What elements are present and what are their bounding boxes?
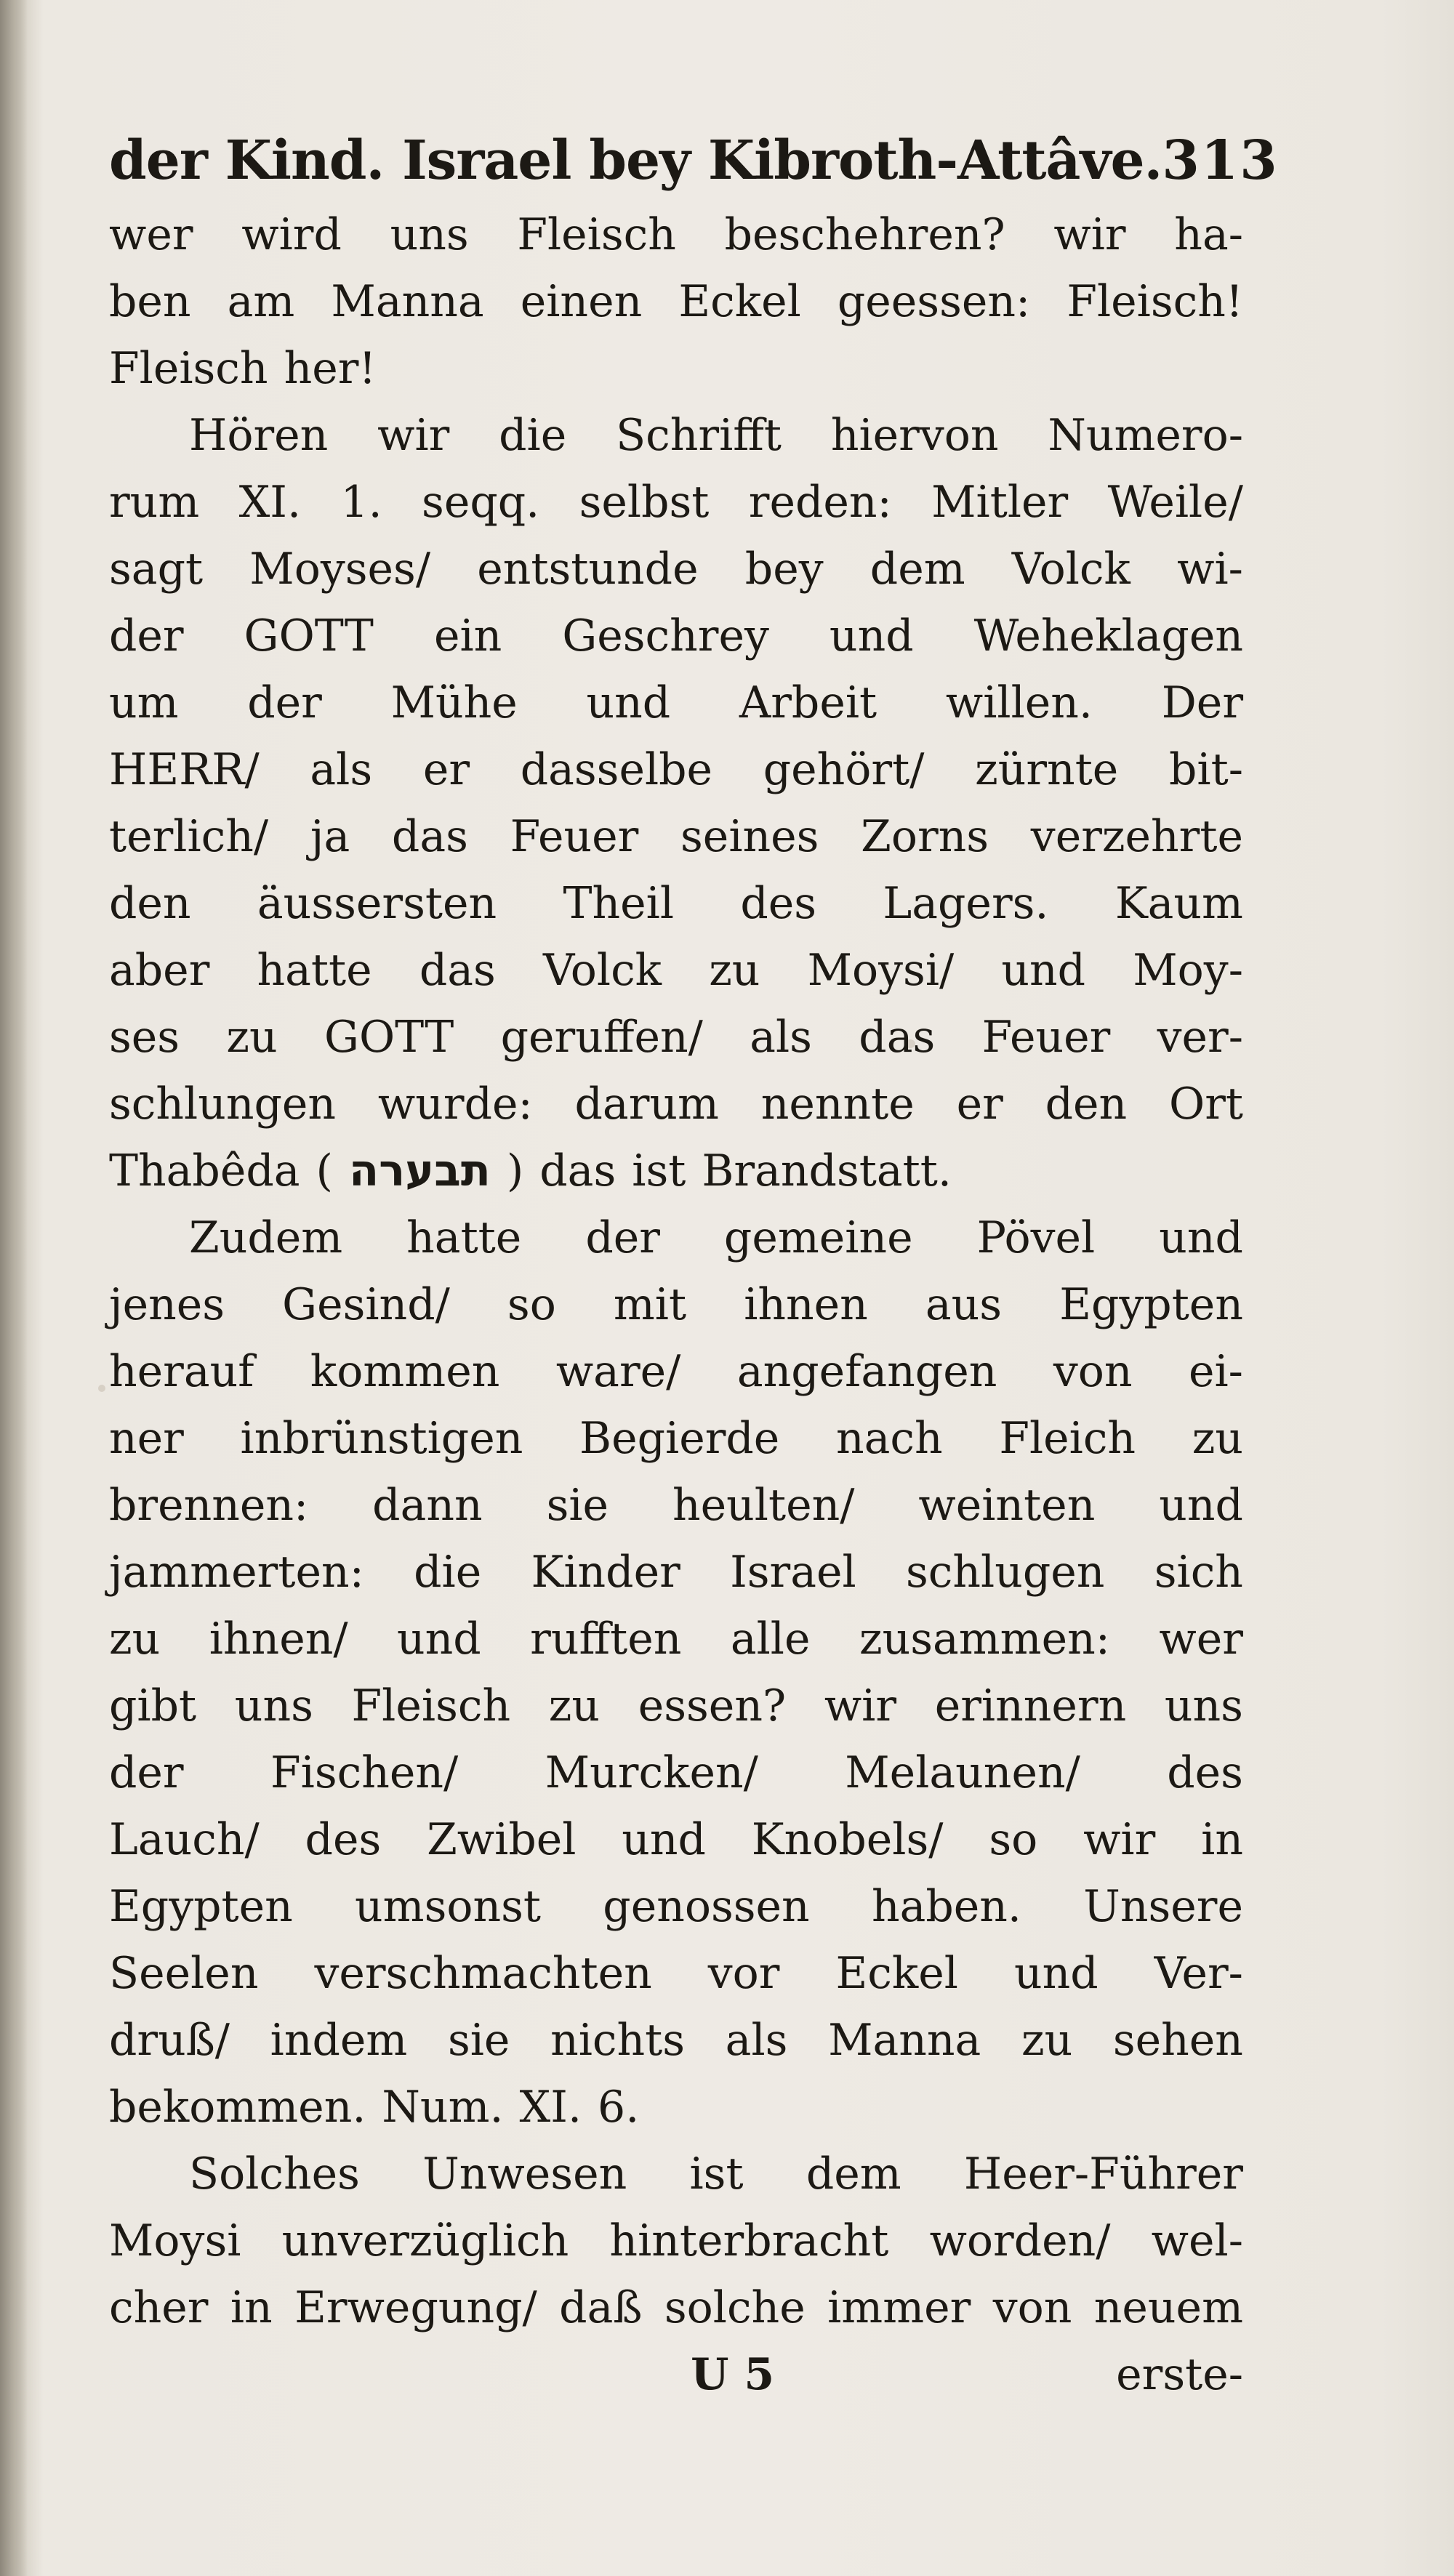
word: jenes [109,1279,225,1330]
text-line [109,2074,1243,2141]
word: uns [1164,1681,1243,1731]
word: der [109,1747,184,1798]
word: gemeine [723,1212,913,1263]
word: mit [613,1279,687,1330]
word: rum [109,477,200,528]
word: erinnern [934,1681,1127,1731]
word: Ver- [1154,1948,1243,1999]
word: und [829,611,914,661]
word: in [1201,1814,1243,1865]
word: uns [234,1681,313,1731]
word: sagt [109,544,204,595]
word: Kaum [1114,878,1243,929]
word: geessen: [837,276,1031,327]
word: ein [433,611,502,661]
catchword: erste- [1116,2349,1243,2400]
catchline [109,2341,1243,2408]
word: und [1013,1948,1098,1999]
text-line [109,803,1243,870]
text-line [109,201,1243,268]
word: wer [1159,1614,1243,1665]
word: der [109,611,184,661]
word: Zwibel [427,1814,577,1865]
word: zu [709,945,760,996]
word: des [305,1814,382,1865]
text-line [109,1539,1243,1606]
word: Fleisch [109,343,268,394]
word: Mühe [390,677,518,728]
word: wir [377,410,450,461]
word: Manna [828,2015,981,2066]
word: wird [241,209,342,260]
text-line [109,1004,1243,1071]
word: in [230,2282,273,2333]
page-header [109,120,1279,201]
text-line [109,603,1243,669]
word: verschmachten [314,1948,652,1999]
word: von [992,2282,1072,2333]
word: Zudem [189,1212,343,1263]
word: zu [1192,1413,1243,1464]
word: zu [109,1614,161,1665]
word: ihnen/ [209,1614,348,1665]
page-gutter-shadow [0,0,28,2576]
word: Moysi [109,2215,241,2266]
word: Volck [542,945,662,996]
text-line [109,669,1243,736]
word: Arbeit [739,677,877,728]
text-line [109,2274,1243,2341]
text-line [109,469,1243,536]
word: nichts [550,2015,686,2066]
word: 1. [340,477,382,528]
word: XI. [519,2082,582,2133]
text-line [109,1940,1243,2007]
word: zu [1021,2015,1073,2066]
word: hinterbracht [609,2215,889,2266]
word: willen. [945,677,1093,728]
word: Numero- [1048,410,1243,461]
word: gehört/ [763,744,925,795]
text-line [109,736,1243,803]
word: bit- [1168,744,1243,795]
text-line [109,1071,1243,1138]
word: wi- [1177,544,1243,595]
word: Fleisch [517,209,676,260]
word: zürnte [975,744,1119,795]
word: inbrünstigen [240,1413,523,1464]
word: kommen [310,1346,500,1397]
word: den [1045,1079,1128,1130]
word: Theil [563,878,675,929]
word: Knobels/ [751,1814,944,1865]
word: er [956,1079,1003,1130]
word: einen [520,276,643,327]
word: Eckel [835,1948,958,1999]
word: haben. [871,1881,1021,1932]
word: Erwegung/ [294,2282,537,2333]
word: herauf [109,1346,254,1397]
word: rufften [530,1614,682,1665]
text-line [109,870,1243,937]
word: geruffen/ [500,1012,703,1063]
word: weinten [918,1480,1096,1531]
text-line [109,1405,1243,1472]
word: umsonst [355,1881,542,1932]
word: des [1167,1747,1243,1798]
word: schlugen [906,1547,1105,1598]
word: bey [744,544,824,595]
word: Unsere [1083,1881,1243,1932]
word: am [227,276,295,327]
word: selbst [579,477,710,528]
word: Geschrey [562,611,769,661]
text-line [109,2141,1243,2207]
word: und [1159,1480,1243,1531]
word: Seelen [109,1948,259,1999]
text-line [109,1673,1243,1739]
word: verzehrte [1030,811,1243,862]
word: uns [390,209,469,260]
word: und [397,1614,481,1665]
word: ner [109,1413,184,1464]
text-line [109,1204,1243,1271]
word: seqq. [422,477,540,528]
word: jammerten: [109,1547,364,1598]
word: bekommen. [109,2082,366,2133]
word: Weheklagen [973,611,1243,661]
word: Pövel [976,1212,1096,1263]
word: immer [827,2282,971,2333]
word: neuem [1093,2282,1243,2333]
text-line [109,1271,1243,1338]
text-line [109,1472,1243,1539]
word: Schrifft [616,410,782,461]
word: GOTT [324,1012,454,1063]
word: zu [226,1012,278,1063]
word: hiervon [830,410,999,461]
word: darum [574,1079,719,1130]
word: seines [680,811,819,862]
word: GOTT [244,611,374,661]
word: Egypten [1059,1279,1243,1330]
word: Fleisch [351,1681,511,1731]
word: die [414,1547,482,1598]
word: Solches [189,2149,360,2199]
word: Lauch/ [109,1814,260,1865]
word: Moyses/ [249,544,431,595]
word: Kinder [531,1547,680,1598]
text-line [109,2207,1243,2274]
word: um [109,677,179,728]
word: nennte [760,1079,915,1130]
word: wer [109,209,193,260]
word: Ort [1169,1079,1243,1130]
word: beschehren? [724,209,1005,260]
word: Begierde [579,1413,780,1464]
paper-stain [98,1385,105,1392]
text-line [109,268,1243,335]
word: und [586,677,671,728]
word: indem [270,2015,408,2066]
word: als [750,1012,812,1063]
text-line [109,402,1243,469]
word: solche [664,2282,806,2333]
word: entstunde [477,544,699,595]
word: Mitler [931,477,1069,528]
word: ist [689,2149,744,2199]
word: von [1053,1346,1133,1397]
word: hatte [406,1212,522,1263]
page-number: 313 [1162,129,1279,192]
word: Eckel [678,276,801,327]
word: ei- [1188,1346,1243,1397]
word: Feuer [510,811,639,862]
word: dann [372,1480,483,1531]
text-line [109,1806,1243,1873]
word: Melaunen/ [845,1747,1080,1798]
text-line [109,1338,1243,1405]
word: ) [506,1146,524,1196]
hebrew-word: תבערה [348,1146,491,1196]
word: ver- [1157,1012,1243,1063]
word: sehen [1112,2015,1243,2066]
word: aber [109,945,210,996]
word: ist [632,1146,686,1196]
word: druß/ [109,2015,230,2066]
word: wir [1053,209,1126,260]
word: Hören [189,410,329,461]
word: ha- [1174,209,1243,260]
word: worden/ [929,2215,1111,2266]
word: und [1159,1212,1243,1263]
word: Weile/ [1107,477,1243,528]
word: genossen [603,1881,810,1932]
word: dem [869,544,965,595]
word: Fischen/ [270,1747,459,1798]
word: vor [707,1948,780,1999]
word: hatte [257,945,372,996]
word: XI. [238,477,302,528]
word: das [859,1012,936,1063]
word: ses [109,1012,180,1063]
word: gibt [109,1681,197,1731]
running-head: der Kind. Israel bey Kibroth-Attâve. [109,129,1162,192]
word: Israel [730,1547,856,1598]
word: Lagers. [883,878,1049,929]
word: und [622,1814,706,1865]
word: zu [548,1681,601,1731]
word: Fleich [999,1413,1136,1464]
word: essen? [638,1681,787,1731]
word: daß [559,2282,643,2333]
word: wir [824,1681,897,1731]
word: als [725,2015,788,2066]
word: ware/ [555,1346,681,1397]
word: des [740,878,817,929]
word: Moy- [1133,945,1243,996]
word: wurde: [377,1079,533,1130]
word: so [507,1279,556,1330]
word: Feuer [981,1012,1111,1063]
word: reden: [748,477,892,528]
text-line [109,2007,1243,2074]
word: ja [310,811,350,862]
word: und [1001,945,1086,996]
word: Fleisch! [1067,276,1243,327]
word: angefangen [736,1346,997,1397]
word: dem [806,2149,901,2199]
word: terlich/ [109,811,269,862]
word: HERR/ [109,744,260,795]
word: nach [835,1413,943,1464]
word: Egypten [109,1881,293,1932]
body-text [109,201,1243,2341]
word: Heer-Führer [963,2149,1243,2199]
word: Manna [331,276,484,327]
word: Unwesen [422,2149,627,2199]
word: cher [109,2282,209,2333]
word: schlungen [109,1079,337,1130]
word: 6. [598,2082,640,2133]
word: aus [925,1279,1003,1330]
word: als [310,744,373,795]
word: ( [316,1146,333,1196]
word: Thabêda [109,1146,300,1196]
word: er [422,744,470,795]
word: Gesind/ [282,1279,450,1330]
word: alle [730,1614,811,1665]
word: zusammen: [859,1614,1110,1665]
word: Num. [382,2082,504,2133]
text-line [109,1606,1243,1673]
word: sich [1154,1547,1243,1598]
word: heulten/ [672,1480,855,1531]
word: das [419,945,496,996]
page-text-block [109,120,1279,2408]
word: Moysi/ [807,945,955,996]
word: die [499,410,567,461]
text-line [109,1873,1243,1940]
word: Der [1161,677,1243,728]
text-line [109,1138,1243,1204]
word: sie [447,2015,510,2066]
word: brennen: [109,1480,309,1531]
word: ihnen [744,1279,868,1330]
word: äussersten [257,878,497,929]
text-line [109,937,1243,1004]
word: wel- [1151,2215,1243,2266]
word: sie [546,1480,609,1531]
word: Brandstatt. [702,1146,952,1196]
word: wir [1083,1814,1156,1865]
word: Volck [1011,544,1130,595]
word: den [109,878,191,929]
word: unverzüglich [281,2215,569,2266]
text-line [109,536,1243,603]
word: Murcken/ [545,1747,758,1798]
word: der [247,677,322,728]
word: ben [109,276,191,327]
signature-mark: U 5 [691,2349,775,2400]
word: der [585,1212,660,1263]
word: das [539,1146,616,1196]
word: Zorns [861,811,989,862]
word: so [989,1814,1038,1865]
text-line [109,335,1243,402]
word: das [391,811,468,862]
word: dasselbe [520,744,713,795]
word: her! [284,343,377,394]
text-line [109,1739,1243,1806]
